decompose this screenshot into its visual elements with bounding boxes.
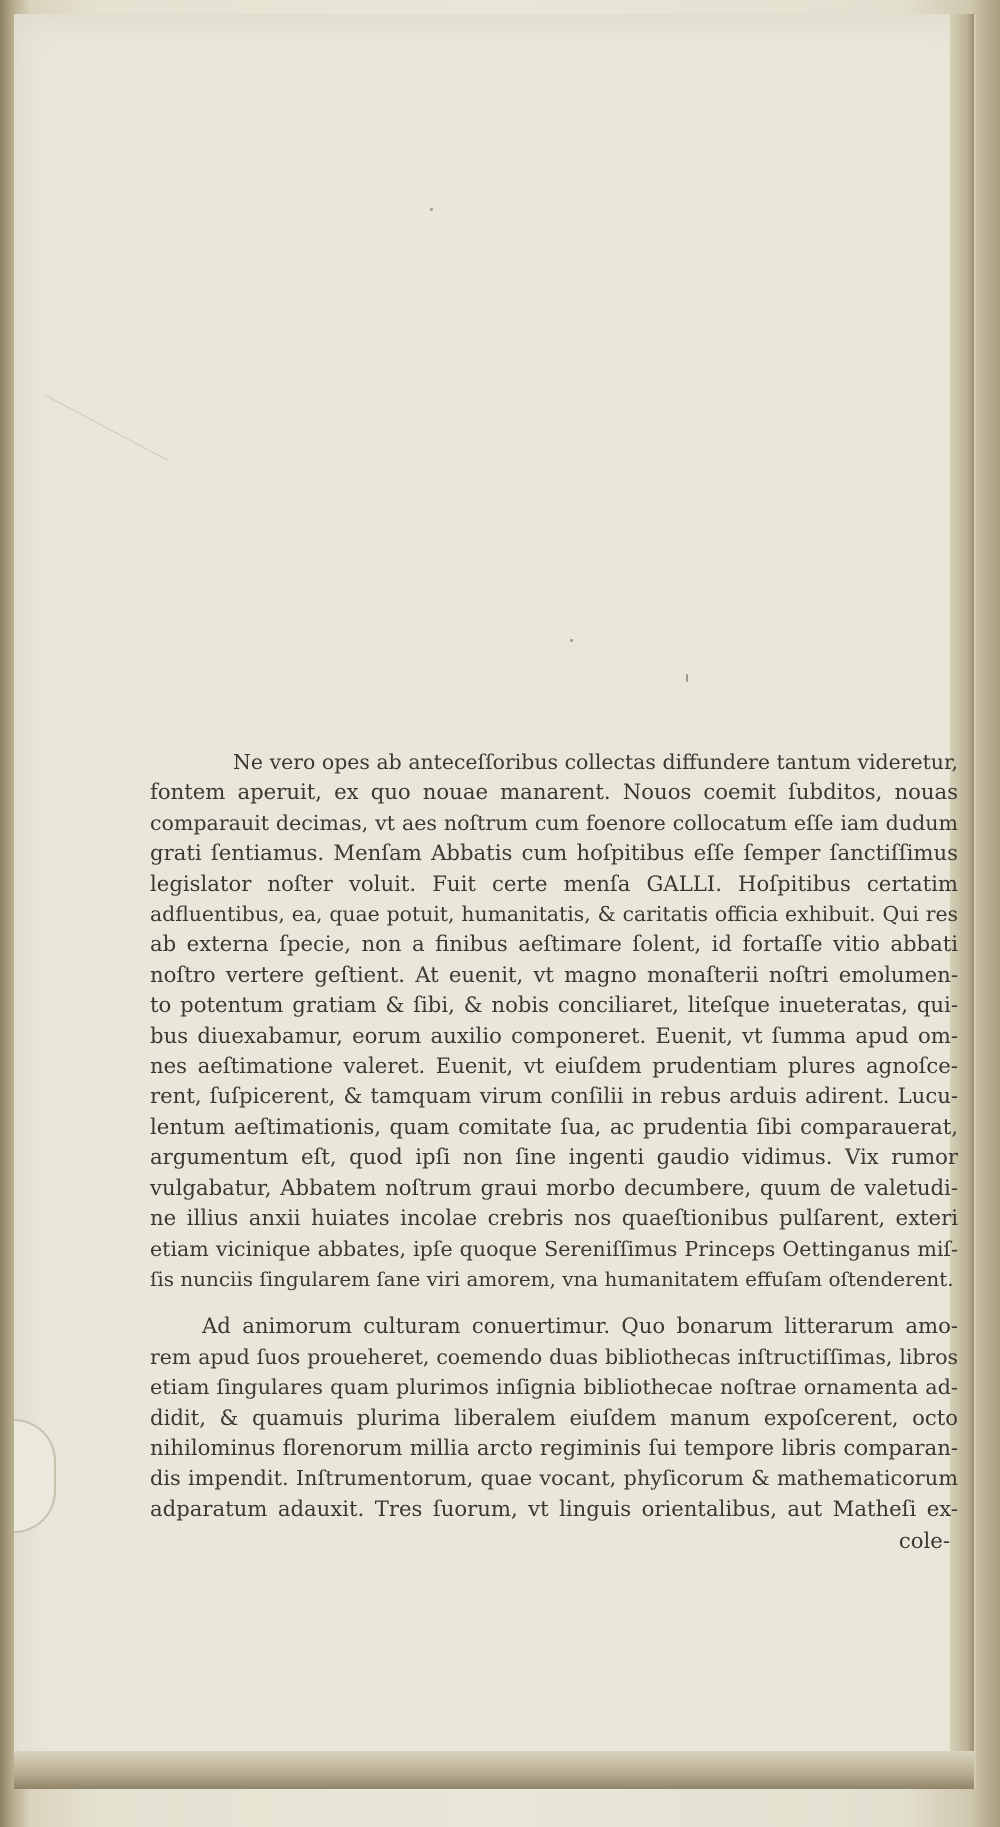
text-line: nihilominus florenorum millia arcto regiminis ſui tempore libris comparan- — [150, 1434, 958, 1460]
text-line: ne illius anxii huiates incolae crebris nos quaeſtionibus pulſarent, exteri — [150, 1205, 958, 1231]
catchword: cole- — [898, 1528, 950, 1554]
paragraph-1 — [150, 747, 958, 1294]
text-line: rem apud ſuos proueheret, coemendo duas bibliothecas inſtructiſſimas, libros — [150, 1344, 958, 1369]
text-line: noſtro vertere geſtient. At euenit, vt magno monaſterii noſtri emolumen- — [150, 961, 958, 987]
page-tab — [14, 1419, 56, 1533]
text-line: nes aeſtimatione valeret. Euenit, vt eiuſdem prudentiam plures agnoſce- — [150, 1053, 958, 1079]
text-line: fontem aperuit, ex quo nouae manarent. Nouos coemit ſubditos, nouas — [150, 779, 958, 805]
page-edge-bottom — [14, 1751, 974, 1789]
text-line: legislator noſter voluit. Fuit certe menſa GALLI. Hoſpitibus certatim — [150, 870, 958, 896]
paper-crease — [44, 394, 168, 461]
text-line: lentum aeſtimationis, quam comitate ſua, ac prudentia ſibi comparauerat, — [150, 1113, 958, 1139]
text-line: comparauit decimas, vt aes noſtrum cum foenore collocatum eſſe iam dudum — [150, 810, 958, 835]
text-line: etiam vicinique abbates, ipſe quoque Sereniſſimus Princeps Oettinganus miſ- — [150, 1236, 958, 1261]
text-line: grati ſentiamus. Menſam Abbatis cum hoſpitibus eſſe ſemper ſanctiſſimus — [150, 840, 958, 866]
text-line: Ne vero opes ab anteceſſoribus collectas diffundere tantum videretur, — [233, 750, 958, 774]
paragraph-2 — [150, 1311, 958, 1556]
paper-speck — [686, 674, 688, 682]
text-line: to potentum gratiam & ſibi, & nobis conciliaret, liteſque inueteratas, qui- — [150, 992, 958, 1018]
text-line: etiam ſingulares quam plurimos inſignia bibliothecae noſtrae ornamenta ad- — [150, 1375, 958, 1400]
text-line: adfluentibus, ea, quae potuit, humanitatis, & caritatis officia exhibuit. Qui res — [150, 902, 958, 927]
text-line: rent, ſuſpicerent, & tamquam virum conſilii in rebus arduis adirent. Lucu- — [150, 1083, 958, 1109]
paper-speck — [430, 208, 433, 211]
text-line: bus diuexabamur, eorum auxilio componeret. Euenit, vt ſumma apud om- — [150, 1022, 958, 1048]
text-line: ab externa ſpecie, non a finibus aeſtimare ſolent, id fortaſſe vitio abbati — [150, 931, 958, 957]
paper-speck — [570, 639, 573, 642]
text-line: argumentum eſt, quod ipſi non ſine ingenti gaudio vidimus. Vix rumor — [150, 1144, 958, 1170]
document-body — [150, 747, 958, 1557]
text-line: dis impendit. Inſtrumentorum, quae vocant, phyſicorum & mathematicorum — [150, 1466, 958, 1491]
text-line: adparatum adauxit. Tres ſuorum, vt linguis orientalibus, aut Matheſi ex- — [150, 1495, 958, 1521]
text-line: Ad animorum culturam conuertimur. Quo bonarum litterarum amo- — [202, 1313, 958, 1339]
text-line: ſis nunciis ſingularem ſane viri amorem, vna humanitatem effuſam oſtenderent. — [150, 1266, 954, 1291]
text-line: vulgabatur, Abbatem noſtrum graui morbo decumbere, quum de valetudi- — [150, 1174, 958, 1200]
text-line: didit, & quamuis plurima liberalem eiuſdem manum expoſcerent, octo — [150, 1404, 958, 1430]
